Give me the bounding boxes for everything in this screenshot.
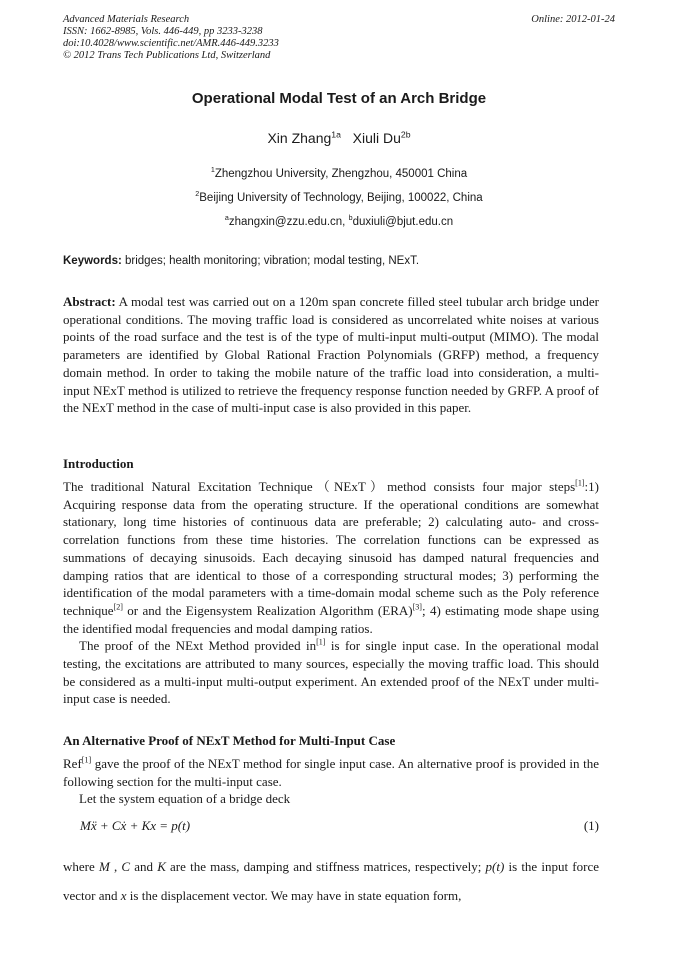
keywords <box>63 255 615 267</box>
citation: [1] <box>316 638 326 647</box>
keywords-text: bridges; health monitoring; vibration; modal testing, NExT. <box>125 255 420 267</box>
citation: [3] <box>412 602 422 612</box>
author-name: Xin Zhang <box>267 130 332 146</box>
affiliation-2: $^2$Beijing University of Technology, Beijing, 100022, China <box>195 190 483 204</box>
doi-line: doi:10.4028/www.scientific.net/AMR.446-449.3233 <box>63 38 279 49</box>
proof-paragraph-3: where M , C and K are the mass, damping and stiffness matrices, respectively; p(t) is the input force vector and x is the displacement vector. We may have in state equation form, <box>63 859 599 903</box>
intro-paragraph-2: The proof of the NExt Method provided in[1] is for single input case. In the operational modal testing, the excitations are attributed to many sources, especially the moving traffic load. This should be considered as a multi-input multi-output experiment. An extended proof of the NExT under multi-input case is needed. <box>63 638 599 707</box>
affiliation-1: $^1$Zhengzhou University, Zhengzhou, 450001 China <box>210 166 468 180</box>
keywords-label: Keywords: <box>63 255 122 267</box>
equation-number: (1) <box>583 818 599 833</box>
author-name: Xiuli Du <box>352 130 401 146</box>
citation: [2] <box>113 602 123 612</box>
issn-line: ISSN: 1662-8985, Vols. 446-449, pp 3233-3238 <box>63 26 263 37</box>
equation-expression: Mẍ + Cẋ + Kx = p(t) <box>80 818 191 833</box>
online-date: Online: 2012-01-24 <box>531 14 615 25</box>
intro-paragraph-1: The traditional Natural Excitation Technique（NExT）method consists four major steps[1]:1) Acquiring response data from the operating structure. If the operational conditions are somewhat stationary, long time histories of continuous data are preferable; 2) calculating auto- and cross-correlation functions from these time histories. The correlation functions can be expressed as summations of decaying sinusoids. Each decaying sinusoid has damped natural frequencies and damping ratios that are identical to those of a corresponding structural modes; 3) performing the identification of the modal parameters with a time-domain modal scheme such as the Poly reference technique[2] or and the Eigensystem Realization Algorithm (ERA)[3]; 4) estimating mode shape using the identified modal frequencies and modal damping ratios. <box>63 478 599 636</box>
abstract-label: Abstract: <box>63 294 116 309</box>
proof-paragraph-2: Let the system equation of a bridge deck <box>79 791 291 807</box>
abstract <box>63 293 599 417</box>
abstract-text: A modal test was carried out on a 120m span concrete filled steel tubular arch bridge under operational conditions. The moving traffic load is considered as uncorrelated white noises at various points of the road surface and the test is of the type of multi-input multi-output (MIMO). The modal parameters are identified by Global Rational Fraction Polynomials (GRFP) method, a frequency domain method. In order to taking the mobile nature of the traffic load into consideration, a multi-input NExT method is utilized to retrieve the frequency response function needed by GRFP. A proof of the NExT method in the case of multi-input case is also provided in this paper. <box>63 294 599 416</box>
copyright-line: © 2012 Trans Tech Publications Ltd, Switzerland <box>63 50 271 61</box>
authors <box>0 130 678 146</box>
email-link[interactable]: duxiuli@bjut.edu.cn <box>352 216 454 228</box>
author-emails: $^a$zhangxin@zzu.edu.cn, $^b$duxiuli@bjut.edu.cn <box>224 214 454 228</box>
citation: [1] <box>81 755 92 765</box>
proof-heading: An Alternative Proof of NExT Method for Multi-Input Case <box>63 733 396 748</box>
journal-header <box>63 14 615 62</box>
proof-paragraph-1: Ref[1] gave the proof of the NExT method for single input case. An alternative proof is provided in the following section for the multi-input case. <box>63 755 599 789</box>
journal-name: Advanced Materials Research <box>63 14 190 25</box>
proof-body <box>63 755 599 808</box>
email-link[interactable]: zhangxin@zzu.edu.cn, <box>228 216 346 228</box>
author-sup: 1a <box>331 129 341 140</box>
equation-1 <box>80 818 599 834</box>
paper-title: Operational Modal Test of an Arch Bridge <box>191 90 487 107</box>
citation: [1] <box>575 478 585 488</box>
author-sup: 2b <box>400 129 411 140</box>
introduction-heading: Introduction <box>63 456 134 471</box>
introduction-body <box>63 478 599 708</box>
